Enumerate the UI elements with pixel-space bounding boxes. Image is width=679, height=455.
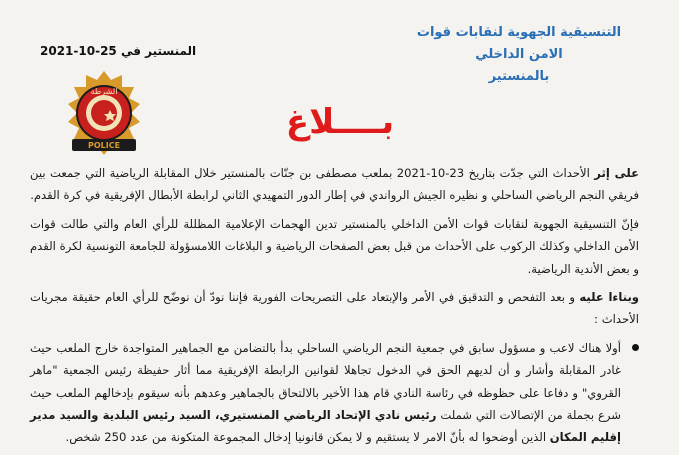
bullet-item-officials: رئيس نادي الإتحاد الرياضي المنستيري، السيد رئيس البلدية والسيد مدير إقليم المكان [30, 408, 621, 445]
paragraph-1-lead: على إثر [594, 166, 639, 180]
paragraph-3-lead: وبناءا عليه [579, 290, 640, 305]
bullet-dot-icon [632, 344, 639, 351]
bullet-item-tail: الذين أوضحوا له بأنّ الامر لا يستقيم و لا يمكن قانونيا إدخال المجموعة المتكونة من عدد 250 شخص. [65, 430, 547, 445]
statement-title: بــــلاغ [285, 102, 395, 142]
paragraph-2: فإنّ التنسيقية الجهوية لنقابات قوات الأمن الداخلي بالمنستير تدين الهجمات الإعلامية المظللة للرأي العام والتي طالت قوات الأمن الداخلي وكذلك الركوب على الأحداث من قبل بعض الصفحات الرياضية و البلاغات اللامسؤولة للجامعة التونسية لكرة القدم و بعض الأندية الرياضية. [30, 216, 639, 276]
document-date: المنستير في 25-10-2021 [40, 44, 197, 58]
police-badge-icon [56, 70, 152, 156]
badge-top-text: الشرطة [90, 87, 118, 96]
paragraph-3-text: و بعد التفحص و التدقيق في الأمر والإبتعاد على التصريحات الفورية فإننا نودّ أن نوضّح للرأي العام حقيقة مجريات الأحداث : [30, 290, 639, 327]
paragraph-1-text: الأحداث التي جدّت بتاريخ 23-10-2021 بملعب مصطفى بن جنّات بالمنستير خلال المقابلة الرياضية التي جمعت بين فريقي النجم الرياضي الساحلي و نظيره الجيش الرواندي في إطار الدور التمهيدي الثاني لرابطة الأبطال الإفريقية في كرة القدم. [30, 166, 639, 203]
issuer-header [399, 22, 639, 88]
paragraph-3 [30, 286, 639, 331]
bullet-item-text: أولا هناك لاعب و مسؤول سابق في جمعية النجم الرياضي الساحلي بدأ بالتضامن مع الجماهير المتواجدة خارج الملعب حيث غادر المقابلة وأشار و أن لديهم الحق في الدخول تجاهلا لقوانين الرابطة الإفريقية مما أثار حفيظة رئيس الجمعية "ماهر القروي" و دفاعا على حظوظه في رئاسة النادي قام هذا الأخير بالالتحاق بالجماهير وعدهم بأنه سيقوم بإدخالهم الملعب حيث شرع بجملة من الإتصالات التي شملت [30, 340, 622, 423]
bullet-item-1 [30, 337, 639, 449]
issuer-city: بالمنستير [488, 69, 550, 84]
issuer-name: التنسيقية الجهوية لنقابات قوات الامن الداخلي [416, 25, 622, 62]
paragraph-1 [30, 162, 639, 207]
statement-body [30, 162, 639, 455]
badge-police-text: POLICE [87, 141, 121, 150]
